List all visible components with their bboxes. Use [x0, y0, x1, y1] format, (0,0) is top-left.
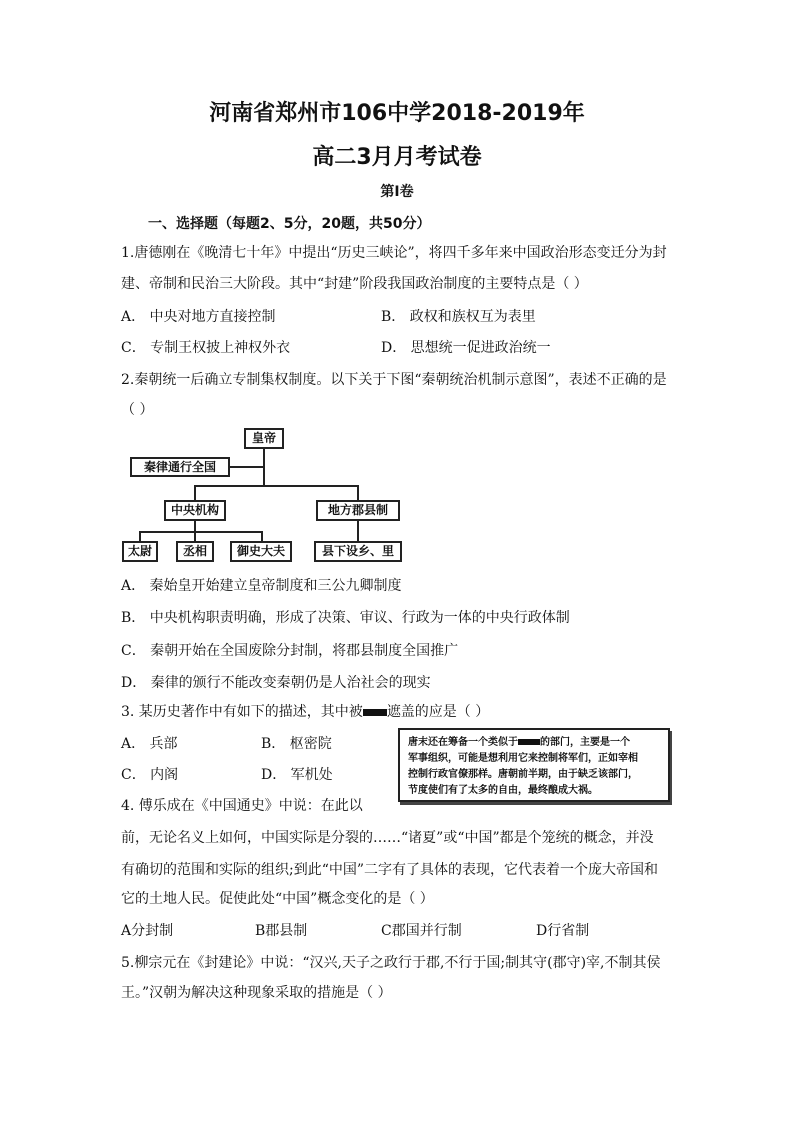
- quote-line1-part1: 唐末还在筹备一个类似于: [408, 737, 518, 748]
- quote-line3: 控制行政官僚那样。唐朝前半期，由于缺乏该部门，: [408, 769, 638, 780]
- q2-stem-line2: （ ）: [121, 402, 154, 418]
- diagram-node-emperor: 皇帝: [244, 428, 284, 449]
- quote-line4: 节度使们有了太多的自由，最终酿成大祸。: [408, 785, 598, 796]
- volume-label: 第Ⅰ卷: [380, 184, 414, 200]
- q1-option-b: B． 政权和族权互为表里: [381, 309, 536, 325]
- q2-option-b: B． 中央机构职责明确，形成了决策、审议、行政为一体的中央行政体制: [121, 610, 570, 626]
- diagram-node-law: 秦律通行全国: [130, 457, 230, 477]
- q1-option-d: D． 思想统一促进政治统一: [381, 340, 551, 356]
- quote-line1: [408, 735, 660, 751]
- q2-option-c: C． 秦朝开始在全国废除分封制，将郡县制度全国推广: [121, 643, 459, 659]
- q3-stem-part2: 遮盖的应是（ ）: [386, 704, 490, 720]
- q5-stem-line2: 王。”汉朝为解决这种现象采取的措施是（ ）: [121, 985, 392, 1001]
- page-title-line1: 河南省郑州市106中学2018-2019年: [209, 101, 585, 126]
- q1-option-c: C． 专制王权披上神权外衣: [121, 340, 291, 356]
- diagram-node-local: 地方郡县制: [316, 500, 400, 521]
- quote-line2: 军事组织，可能是想利用它来控制将军们，正如宰相: [408, 753, 638, 764]
- section-heading: 一、选择题（每题2、5分，20题，共50分）: [148, 216, 431, 232]
- q4-stem-line2: 前，无论名义上如何，中国实际是分裂的……“诸夏”或“中国”都是个笼统的概念，并没: [121, 830, 654, 846]
- diagram-node-taiwei: 太尉: [122, 541, 158, 562]
- q3-option-d: D． 军机处: [261, 767, 333, 783]
- redaction-block: [363, 709, 387, 716]
- q1-stem-line2: 建、帝制和民治三大阶段。其中“封建”阶段我国政治制度的主要特点是（ ）: [121, 276, 588, 292]
- q4-stem-line1: 4. 傅乐成在《中国通史》中说：在此以: [121, 798, 363, 814]
- q3-stem: [121, 702, 489, 722]
- q1-option-a: A． 中央对地方直接控制: [121, 309, 276, 325]
- q3-quote-box: [398, 728, 670, 802]
- q2-stem-line1: 2.秦朝统一后确立专制集权制度。以下关于下图“秦朝统治机制示意图”，表述不正确的是: [121, 372, 667, 388]
- quote-line1-part2: 的部门，主要是一个: [540, 737, 630, 748]
- q4-option-c: C郡国并行制: [381, 923, 462, 939]
- q3-option-c: C． 内阁: [121, 767, 179, 783]
- quote-redaction-block: [518, 739, 540, 745]
- q3-stem-part1: 3. 某历史著作中有如下的描述，其中被: [121, 704, 363, 720]
- q5-stem-line1: 5.柳宗元在《封建论》中说：“汉兴,天子之政行于郡,不行于国;制其守(郡守)宰,不制其侯: [121, 955, 661, 971]
- diagram-node-yushi: 御史大夫: [230, 541, 292, 562]
- q4-option-d: D行省制: [536, 923, 590, 939]
- q1-stem-line1: 1.唐德刚在《晚清七十年》中提出“历史三峡论”，将四千多年来中国政治形态变迁分为封: [121, 245, 667, 261]
- q2-option-a: A． 秦始皇开始建立皇帝制度和三公九卿制度: [121, 578, 402, 594]
- q3-option-b: B． 枢密院: [261, 736, 332, 752]
- diagram-node-central: 中央机构: [164, 500, 226, 521]
- q2-option-d: D． 秦律的颁行不能改变秦朝仍是人治社会的现实: [121, 675, 431, 691]
- q4-stem-line3: 有确切的范围和实际的组织;到此“中国”二字有了具体的表现，它代表着一个庞大帝国和: [121, 862, 659, 878]
- q3-option-a: A． 兵部: [121, 736, 178, 752]
- page-title-line2: 高二3月月考试卷: [312, 145, 482, 170]
- q4-option-b: B郡县制: [255, 923, 308, 939]
- diagram-node-chengxiang: 丞相: [176, 541, 214, 562]
- q4-option-a: A分封制: [121, 923, 174, 939]
- q4-stem-line4: 它的土地人民。促使此处“中国”概念变化的是（ ）: [121, 891, 434, 907]
- diagram-node-xian: 县下设乡、里: [314, 541, 402, 562]
